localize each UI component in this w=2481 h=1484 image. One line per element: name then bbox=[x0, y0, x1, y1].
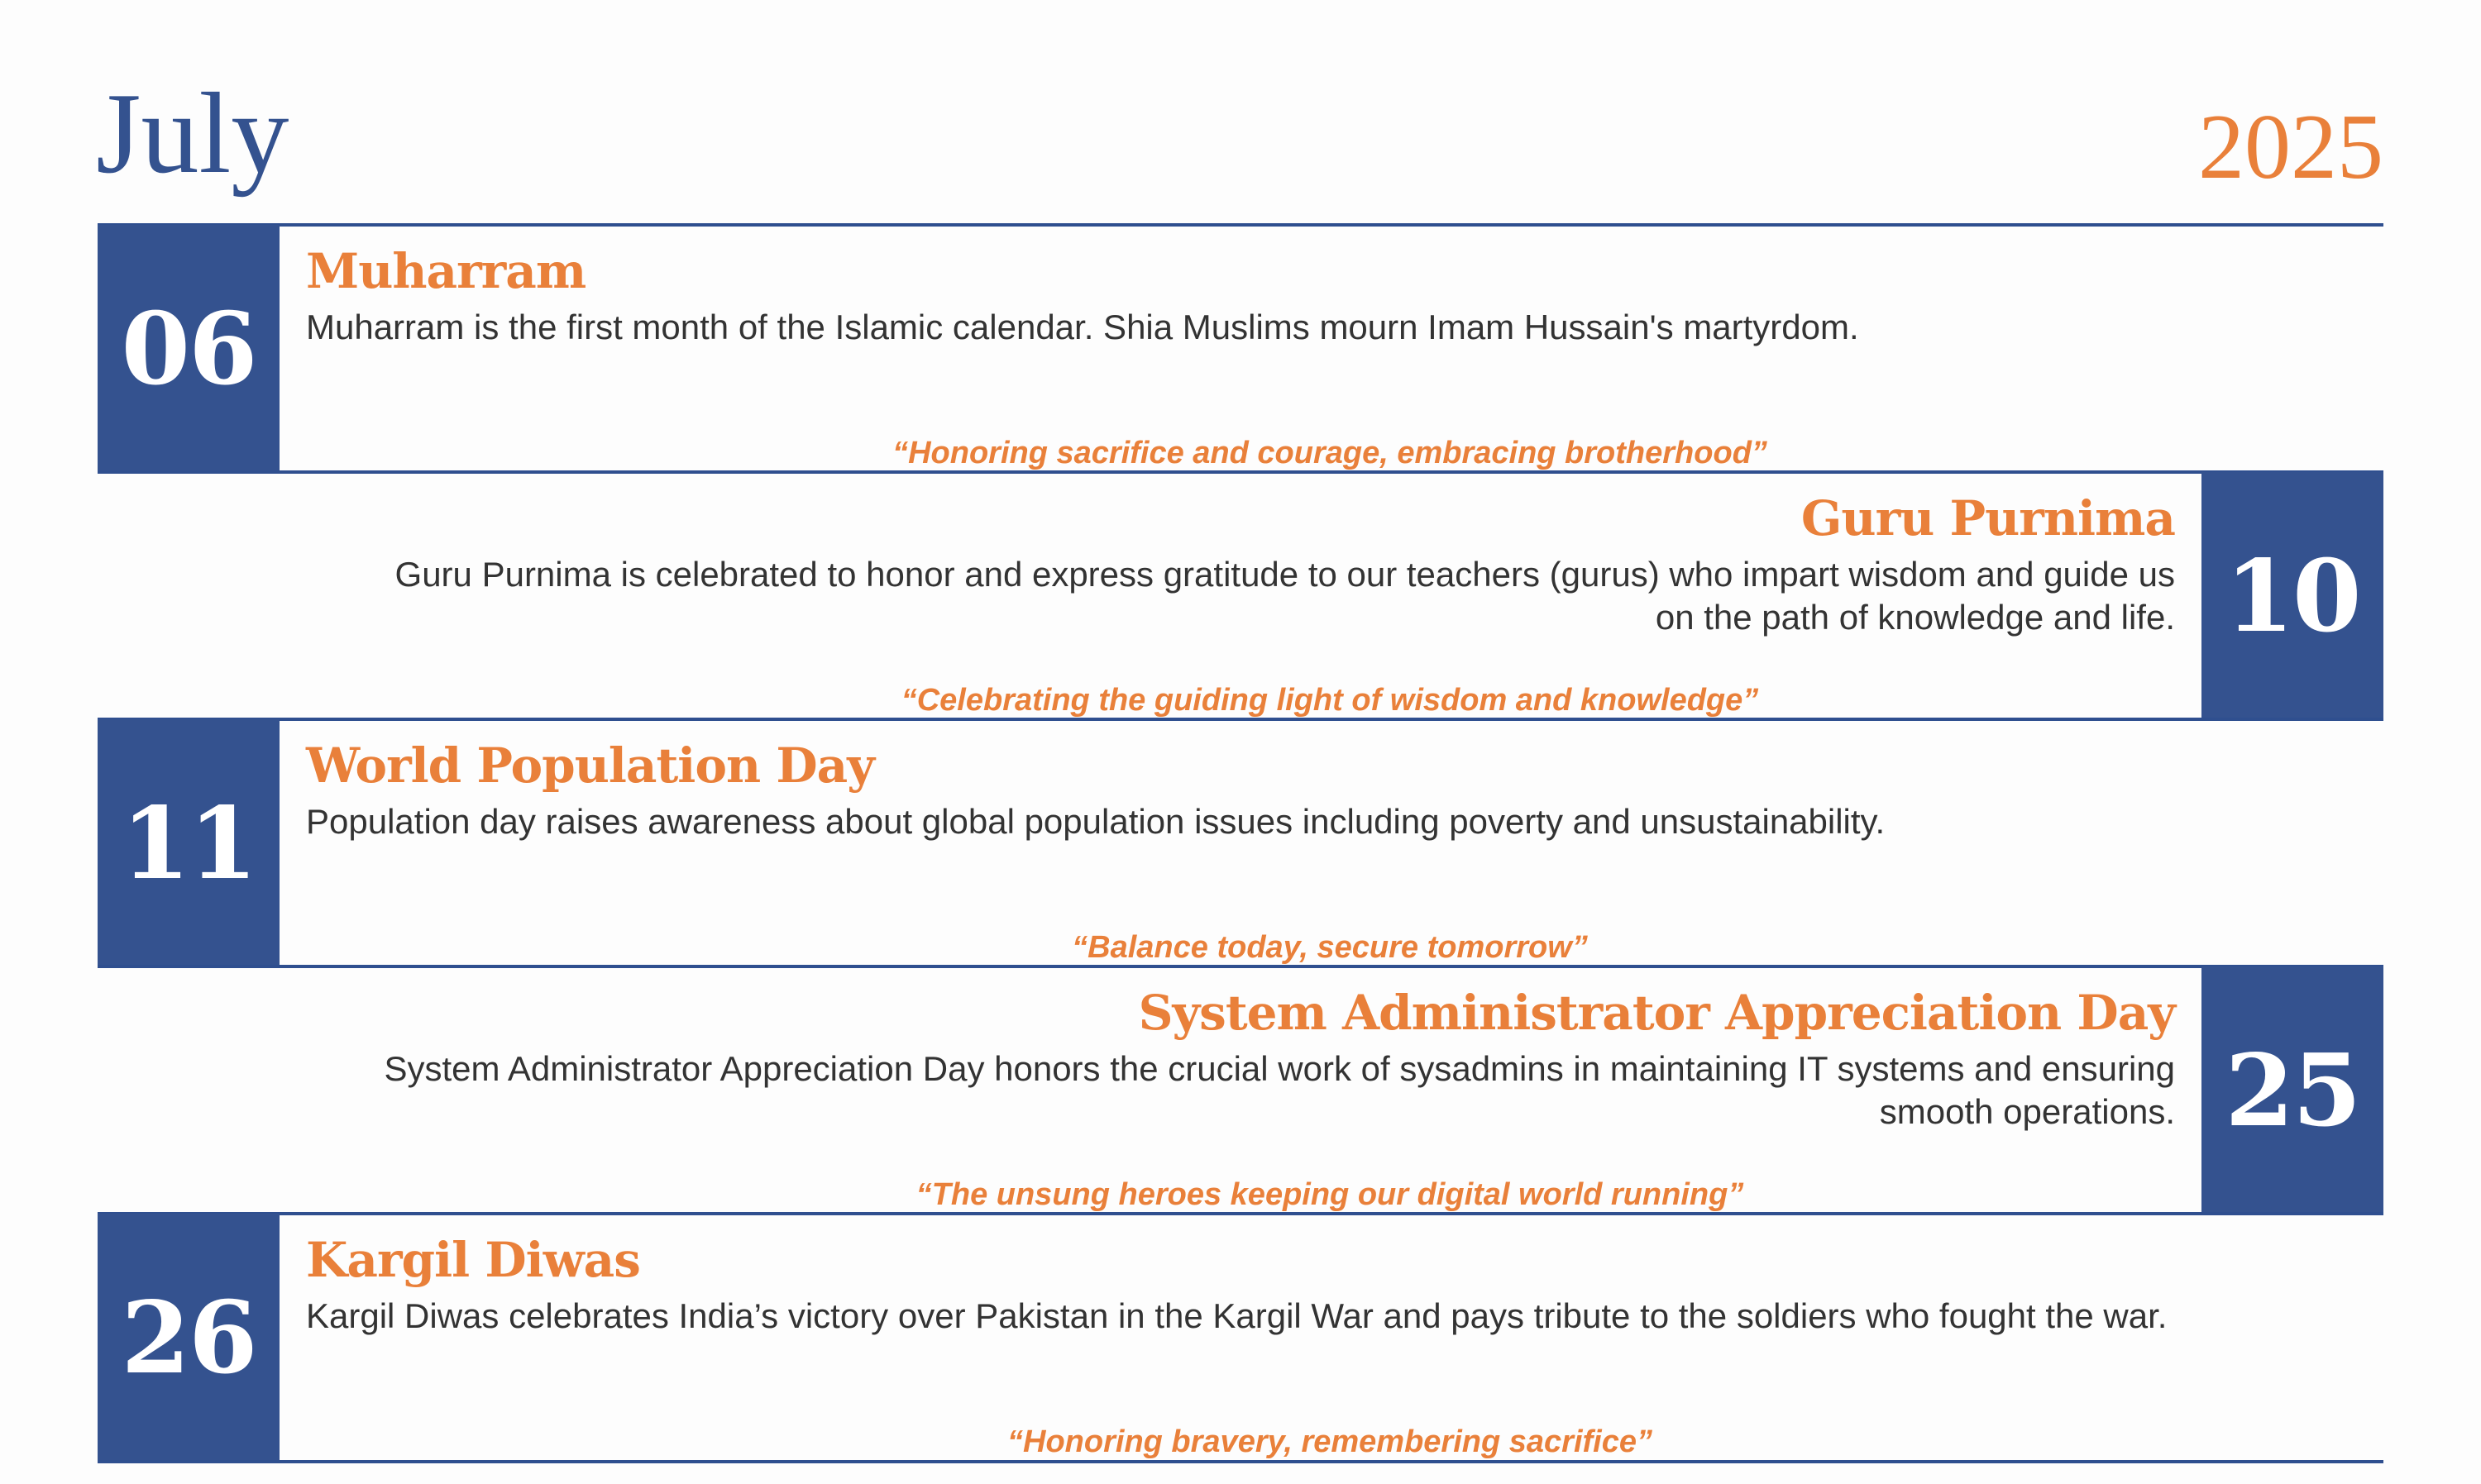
date-box: 10 bbox=[2201, 472, 2383, 720]
event-quote: “Honoring sacrifice and courage, embracing brotherhood” bbox=[892, 436, 1767, 470]
event-title: Muharram bbox=[306, 243, 586, 299]
event-content bbox=[306, 719, 2357, 843]
date-box: 11 bbox=[98, 719, 280, 967]
event-sysadmin-day bbox=[98, 966, 2383, 1214]
event-description: Kargil Diwas celebrates India’s victory over Pakistan in the Kargil War and pays tribute to the soldiers who fought the war. bbox=[306, 1296, 2168, 1335]
event-content bbox=[306, 225, 2357, 349]
event-content bbox=[306, 1214, 2357, 1338]
footer-divider bbox=[98, 1460, 2383, 1463]
date-box: 06 bbox=[98, 225, 280, 473]
event-description bbox=[124, 553, 2175, 640]
event-content bbox=[124, 966, 2175, 1134]
event-quote: “The unsung heroes keeping our digital world running” bbox=[915, 1177, 1744, 1212]
year-title: 2025 bbox=[2198, 96, 2383, 198]
event-guru-purnima bbox=[98, 472, 2383, 720]
event-quote: “Balance today, secure tomorrow” bbox=[1072, 930, 1588, 965]
event-quote: “Honoring bravery, remembering sacrifice” bbox=[1007, 1424, 1652, 1459]
event-description: Muharram is the first month of the Islamic calendar. Shia Muslims mourn Imam Hussain's martyrdom. bbox=[306, 307, 1859, 346]
event-muharram bbox=[98, 225, 2383, 473]
event-title: Kargil Diwas bbox=[306, 1232, 640, 1288]
event-title: System Administrator Appreciation Day bbox=[1138, 985, 2175, 1041]
event-world-population-day bbox=[98, 719, 2383, 967]
event-description: Population day raises awareness about global population issues including poverty and unsustainability. bbox=[306, 801, 1886, 841]
event-title: World Population Day bbox=[306, 737, 874, 794]
event-description-line: System Administrator Appreciation Day honors the crucial work of sysadmins in maintaining IT systems and ensuring bbox=[384, 1048, 2175, 1088]
date-box: 25 bbox=[2201, 966, 2383, 1214]
event-description-line: on the path of knowledge and life. bbox=[1655, 598, 2175, 637]
event-title: Guru Purnima bbox=[1800, 490, 2175, 546]
event-content bbox=[124, 472, 2175, 640]
event-description-line: Guru Purnima is celebrated to honor and express gratitude to our teachers (gurus) who impart wisdom and guide us bbox=[394, 554, 2175, 594]
month-title: July bbox=[96, 69, 289, 198]
event-description bbox=[124, 1047, 2175, 1134]
date-box: 26 bbox=[98, 1214, 280, 1462]
event-kargil-diwas bbox=[98, 1214, 2383, 1462]
event-quote: “Celebrating the guiding light of wisdom and knowledge” bbox=[901, 683, 1759, 718]
event-description-line: smooth operations. bbox=[1879, 1092, 2175, 1132]
